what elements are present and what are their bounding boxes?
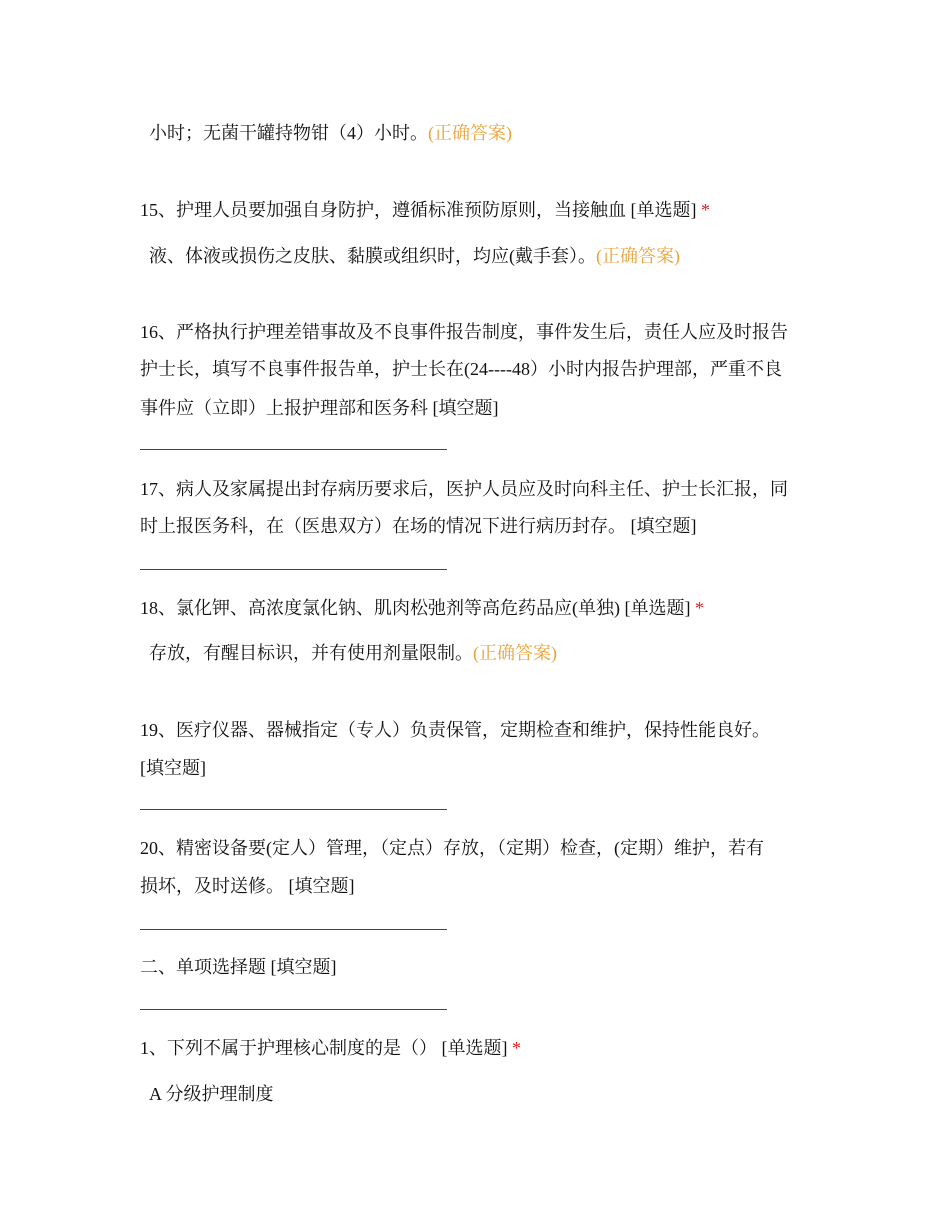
q19-line-2: [填空题] [140,758,206,778]
q18-answer-text: 存放，有醒目标识，并有使用剂量限制。 [149,643,473,663]
q15-answer-text: 液、体液或损伤之皮肤、黏膜或组织时，均应(戴手套）。 [149,246,596,266]
q16-line-2: 护士长，填写不良事件报告单，护士长在(24----48）小时内报告护理部，严重不良 [140,359,782,379]
q14-correct-answer-label: (正确答案) [428,123,512,143]
required-star: * [694,598,704,618]
q15-correct-answer-label: (正确答案) [596,246,680,266]
q16-line-1: 16、严格执行护理差错事故及不良事件报告制度，事件发生后，责任人应及时报告 [140,322,788,342]
q14-text: 小时；无菌干罐持物钳（4）小时。 [149,123,428,143]
q19-line-1: 19、医疗仪器、器械指定（专人）负责保管，定期检查和维护，保持性能良好。 [140,720,770,740]
q18-question [140,596,704,620]
q20-answer-blank[interactable] [140,929,447,930]
q14-answer-line [149,121,512,145]
q20-line-2: 损坏，及时送修。 [填空题] [140,876,355,896]
q20-line-1: 20、精密设备要(定人）管理，（定点）存放，（定期）检查，(定期）维护，若有 [140,838,764,858]
q16-line-3: 事件应（立即）上报护理部和医务科 [填空题] [140,398,499,418]
q17-answer-blank[interactable] [140,569,447,570]
required-star: * [512,1038,521,1058]
s2-q1-option-a[interactable]: A 分级护理制度 [149,1084,274,1104]
q17-line-1: 17、病人及家属提出封存病历要求后，医护人员应及时向科主任、护士长汇报，同 [140,479,788,499]
q18-text: 18、氯化钾、高浓度氯化钠、肌肉松弛剂等高危药品应(单独) [单选题] [140,598,695,618]
q16-answer-blank[interactable] [140,449,447,450]
s2-q1-text: 1、下列不属于护理核心制度的是（） [单选题] [140,1038,512,1058]
q19-answer-blank[interactable] [140,809,447,810]
q15-question [140,198,710,222]
q18-answer-line [149,641,557,665]
q17-line-2: 时上报医务科，在（医患双方）在场的情况下进行病历封存。 [填空题] [140,516,697,536]
section-2-answer-blank[interactable] [140,1009,447,1010]
s2-q1-question [140,1036,521,1060]
section-2-title: 二、单项选择题 [填空题] [140,957,337,977]
required-star: * [701,200,710,220]
q15-answer-line [149,244,680,268]
q18-correct-answer-label: (正确答案) [473,643,557,663]
q15-text: 15、护理人员要加强自身防护，遵循标准预防原则，当接触血 [单选题] [140,200,701,220]
